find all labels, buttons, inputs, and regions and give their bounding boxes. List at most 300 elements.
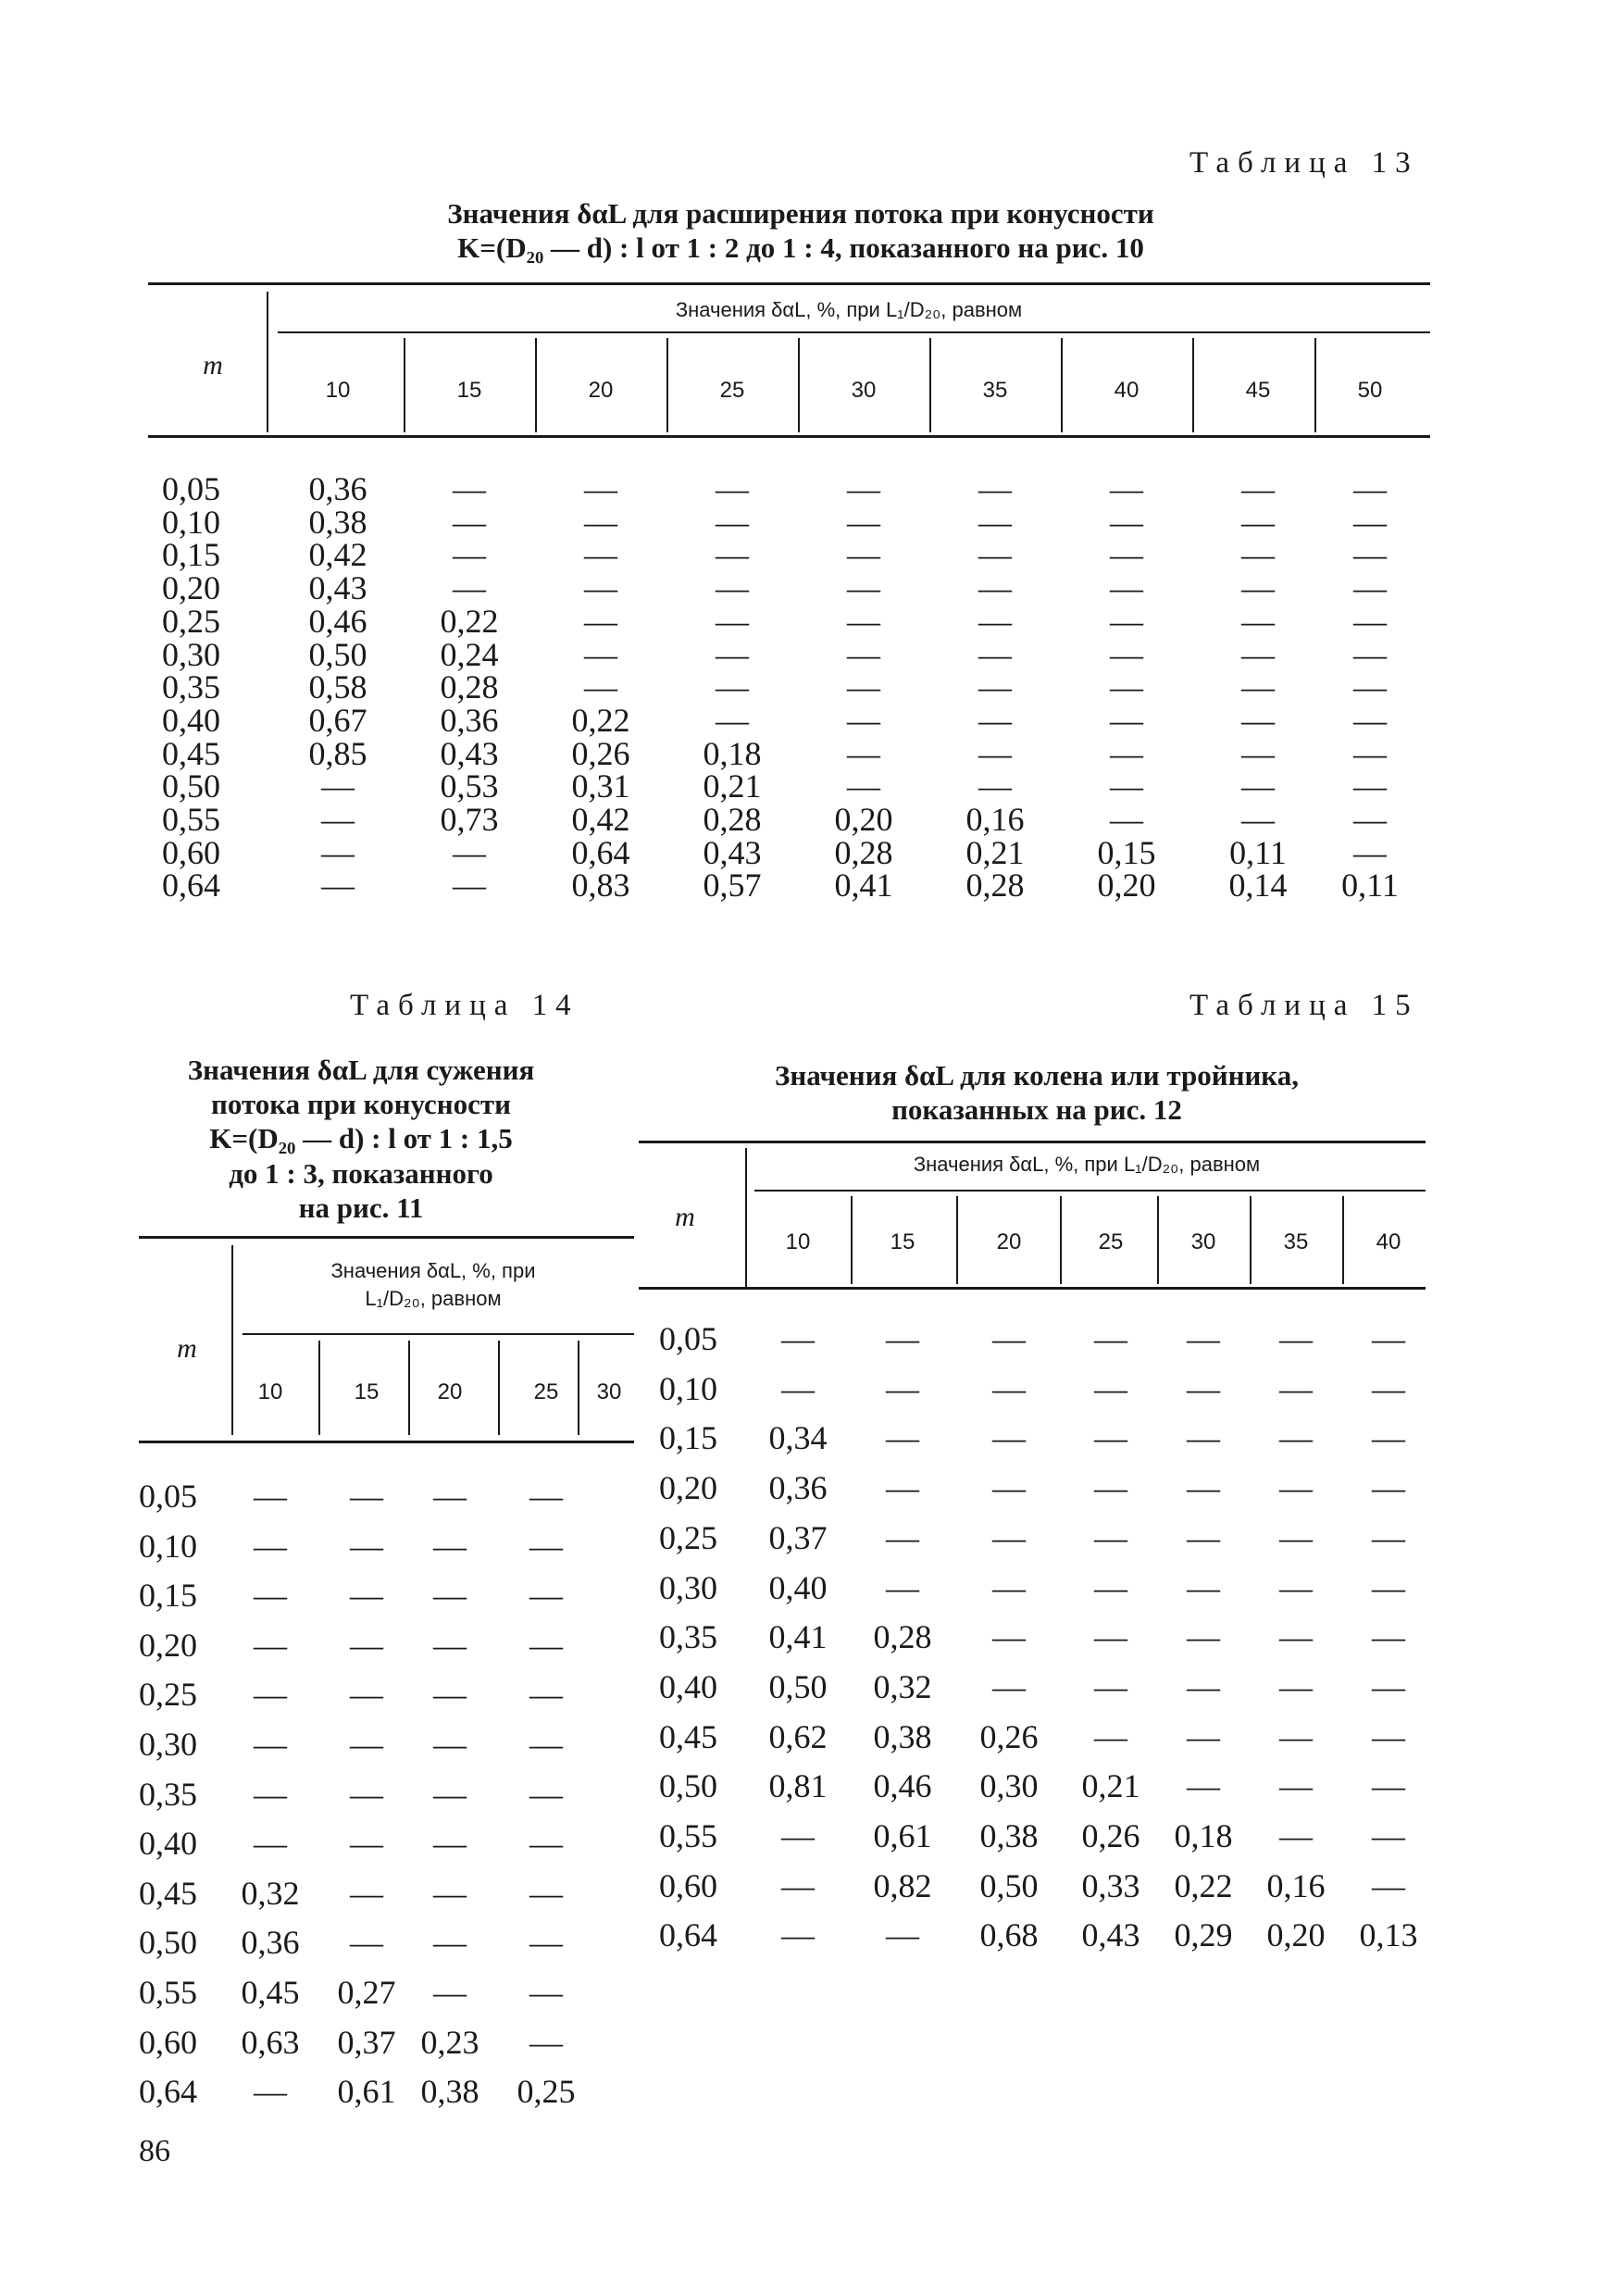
table14-m-value: 0,40 [139,1825,197,1863]
table14-group-header-line2: L₁/D₂₀, равном [365,1286,502,1310]
table13-mcol-divider [267,292,268,432]
table15-cell: — [1279,1618,1313,1656]
table13-cell: 0,42 [308,536,367,574]
table13-cell: — [584,668,617,706]
table13-cell: — [1241,602,1275,640]
table13-cell: — [847,668,880,706]
table15-cell: — [1279,1817,1313,1854]
table15-cell: — [781,1369,815,1407]
table13-col-divider [535,338,537,432]
table13-cell: — [716,635,749,673]
table13-cell: — [1110,635,1143,673]
table15-m-value: 0,10 [659,1369,717,1407]
table13-col-divider [666,338,668,432]
table15-cell: — [886,1916,919,1954]
table14-label: Таблица 14 [350,989,579,1022]
table15-m-value: 0,50 [659,1767,717,1805]
table15-bottom-header-rule [639,1287,1426,1290]
table13-cell: — [453,470,486,507]
table13-cell: — [1241,470,1275,507]
table13-cell: 0,28 [440,668,499,706]
table13-cell: 0,28 [703,801,762,838]
table13-cell: — [716,701,749,739]
table13-cell: 0,16 [965,801,1025,838]
table14-cell: — [350,1626,383,1664]
table15-cell: 0,18 [1174,1817,1233,1854]
table14-cell: — [350,1726,383,1763]
table15-cell: — [992,1469,1026,1507]
table14-cell: — [529,1577,563,1615]
table15-cell: — [781,1916,815,1954]
table13-m-value: 0,20 [162,569,220,607]
table15-col-header-15: 15 [890,1229,915,1254]
table15-cell: — [1094,1717,1127,1755]
table13-cell: — [1110,503,1143,541]
table14-cell: — [254,1825,287,1863]
table15-cell: — [1094,1618,1127,1656]
table15-cell: 0,50 [768,1667,828,1705]
table14-cell: — [350,1924,383,1962]
table14-col-divider [498,1341,500,1435]
table14-cell: 0,45 [241,1974,300,2011]
table13-cell: — [978,635,1012,673]
table15-m-value: 0,45 [659,1717,717,1755]
table14-m-value: 0,30 [139,1726,197,1763]
table13-cell: — [1353,503,1387,541]
table13-col-divider [1192,338,1194,432]
table13-cell: — [978,701,1012,739]
table13-cell: — [453,569,486,607]
table15-cell: — [1094,1568,1127,1606]
table13-cell: 0,18 [703,734,762,772]
table15-m-value: 0,20 [659,1469,717,1507]
table13-m-value: 0,55 [162,801,220,838]
table15-m-value: 0,05 [659,1320,717,1357]
table13-cell: 0,67 [308,701,367,739]
table14-cell: — [350,1478,383,1515]
table13-col-divider [798,338,800,432]
table15-cell: 0,34 [768,1419,828,1457]
table13-cell: 0,24 [440,635,499,673]
table13-cell: — [1241,668,1275,706]
table13-col-header-20: 20 [588,378,614,403]
table14-m-value: 0,64 [139,2073,197,2111]
table14-group-header-line1: Значения δαL, %, при [330,1259,536,1282]
table13-cell: 0,58 [308,668,367,706]
table14-m-value: 0,50 [139,1924,197,1962]
table13-cell: 0,43 [308,569,367,607]
table13-header-rule [278,331,1430,333]
table13-m-value: 0,35 [162,668,220,706]
table15-cell: — [1372,1419,1405,1457]
table14-cell: — [254,1775,287,1813]
table13-m-value: 0,60 [162,833,220,871]
table15-cell: — [886,1419,919,1457]
table14-caption-line2: потока при конусности [211,1088,511,1121]
table14-m-value: 0,55 [139,1974,197,2011]
table14-caption-line5: на рис. 11 [298,1191,424,1224]
table13-cell: — [321,801,355,838]
table13-cell: — [453,536,486,574]
table15-col-divider [851,1196,853,1284]
table13-cell: — [321,867,355,905]
table13-cell: 0,21 [965,833,1025,871]
table13-cell: — [978,668,1012,706]
table14-m-value: 0,45 [139,1874,197,1912]
table15-cell: 0,82 [873,1866,932,1904]
table13-col-header-30: 30 [851,378,877,403]
table13-cell: — [1353,470,1387,507]
table14-cell: — [254,1577,287,1615]
table13-m-value: 0,30 [162,635,220,673]
table13-m-value: 0,40 [162,701,220,739]
table14-cell: — [433,1825,467,1863]
table14-m-value: 0,15 [139,1577,197,1615]
table15-col-divider [1342,1196,1344,1284]
table15-cell: — [1372,1369,1405,1407]
table15-label: Таблица 15 [1189,989,1419,1022]
table14-cell: — [529,1527,563,1565]
table14-col-divider [318,1341,320,1435]
table14-cell: — [529,1676,563,1714]
table13-cell: — [1353,602,1387,640]
table14-cell: — [529,1924,563,1962]
table13-col-header-40: 40 [1114,378,1140,403]
table15-cell: 0,68 [979,1916,1039,1954]
table15-cell: — [1187,1717,1220,1755]
table13-cell: — [584,536,617,574]
table15-m-value: 0,55 [659,1817,717,1854]
table15-cell: — [1187,1419,1220,1457]
table15-cell: 0,33 [1081,1866,1140,1904]
table14-cell: — [350,1577,383,1615]
table15-cell: — [1279,1568,1313,1606]
table15-cell: — [1279,1518,1313,1556]
table13-cell: — [1110,536,1143,574]
table15-cell: — [1094,1667,1127,1705]
table14-cell: — [350,1527,383,1565]
table13-cell: 0,26 [571,734,630,772]
table15-cell: — [886,1518,919,1556]
table13-cell: — [978,767,1012,805]
table15-cell: — [1094,1369,1127,1407]
table15-cell: 0,32 [873,1667,932,1705]
table13-cell: 0,50 [308,635,367,673]
table15-col-divider [1157,1196,1159,1284]
table13-cell: — [321,767,355,805]
table14-cell: 0,32 [241,1874,300,1912]
table13-cell: — [453,833,486,871]
table13-cell: 0,31 [571,767,630,805]
table15-cell: — [1372,1518,1405,1556]
table14-cell: 0,25 [517,2073,576,2111]
table14-cell: — [529,1825,563,1863]
table14-cell: — [433,1874,467,1912]
table13-m-value: 0,50 [162,767,220,805]
table13-cell: 0,43 [703,833,762,871]
table13-cell: — [1110,734,1143,772]
table13-m-value: 0,10 [162,503,220,541]
table15-cell: — [781,1817,815,1854]
table13-cell: — [453,503,486,541]
table14-cell: 0,27 [337,1974,396,2011]
table13-cell: — [847,569,880,607]
table15-cell: — [1372,1717,1405,1755]
table15-cell: — [992,1320,1026,1357]
table13-cell: — [1110,668,1143,706]
table15-cell: 0,38 [873,1717,932,1755]
table15-cell: — [1279,1469,1313,1507]
table15-col-header-10: 10 [785,1229,811,1254]
table13-caption-line2: K=(D₂₀ — d) : l от 1 : 2 до 1 : 4, показанного на рис. 10 [457,231,1144,265]
table13-cell: — [1353,801,1387,838]
table14-cell: — [350,1874,383,1912]
table13-col-divider [1314,338,1316,432]
table13-cell: — [978,602,1012,640]
table15-m-value: 0,30 [659,1568,717,1606]
table15-cell: 0,62 [768,1717,828,1755]
table13-cell: 0,11 [1341,867,1399,905]
table13-cell: — [1241,536,1275,574]
table14-cell: — [254,1626,287,1664]
table14-m-value: 0,35 [139,1775,197,1813]
table15-cell: — [992,1618,1026,1656]
table14-cell: 0,61 [337,2073,396,2111]
table13-cell: — [716,536,749,574]
table15-cell: 0,29 [1174,1916,1233,1954]
table13-cell: 0,38 [308,503,367,541]
table14-cell: — [350,1676,383,1714]
table15-cell: 0,37 [768,1518,828,1556]
table14-cell: — [350,1825,383,1863]
table15-cell: — [992,1518,1026,1556]
table15-cell: — [1187,1369,1220,1407]
table15-cell: — [992,1568,1026,1606]
table13-cell: — [716,602,749,640]
table14-col-header-10: 10 [257,1379,283,1404]
table13-cell: — [847,602,880,640]
table15-cell: — [886,1568,919,1606]
table14-col-divider [408,1341,410,1435]
table15-header-rule [754,1190,1426,1192]
table14-cell: — [433,1527,467,1565]
table15-cell: — [1279,1767,1313,1805]
table14-caption-line1: Значения δαL для сужения [187,1054,535,1086]
table14-m-value: 0,25 [139,1676,197,1714]
table13-cell: — [1110,801,1143,838]
table14-cell: — [433,1974,467,2011]
table13-bottom-header-rule [148,435,1430,438]
table13-cell: 0,20 [834,801,893,838]
table15-cell: — [1372,1667,1405,1705]
table15-col-divider [956,1196,958,1284]
table13-cell: 0,28 [834,833,893,871]
table13-m-value: 0,15 [162,536,220,574]
table15-m-value: 0,60 [659,1866,717,1904]
table13-cell: — [1353,734,1387,772]
table13-cell: — [716,503,749,541]
table15-cell: — [781,1866,815,1904]
table13-col-header-50: 50 [1357,378,1383,403]
table15-cell: — [886,1320,919,1357]
table13-cell: 0,64 [571,833,630,871]
table13-m-value: 0,45 [162,734,220,772]
table15-m-value: 0,64 [659,1916,717,1954]
table14-col-divider [578,1341,579,1435]
table13-cell: — [1353,635,1387,673]
table13-cell: — [1241,569,1275,607]
table15-cell: — [1187,1320,1220,1357]
table14-caption [139,1053,583,1225]
table13-col-header-15: 15 [456,378,482,403]
table13-col-header-25: 25 [719,378,745,403]
table15-col-header-40: 40 [1376,1229,1401,1254]
table13-m-value: 0,25 [162,602,220,640]
table15-cell: — [1187,1518,1220,1556]
table14-caption-line3: K=(D₂₀ — d) : l от 1 : 1,5 [209,1122,513,1155]
table14-header-rule [243,1333,634,1335]
table14-bottom-header-rule [139,1441,634,1443]
table15-col-header-30: 30 [1190,1229,1216,1254]
table14-cell: 0,23 [420,2023,479,2061]
table14-cell: — [529,1726,563,1763]
table13-cell: — [716,569,749,607]
table13-cell: — [847,701,880,739]
table13-group-header: Значения δαL, %, при L₁/D₂₀, равном [675,298,1023,321]
table15-cell: — [886,1369,919,1407]
table15-cell: 0,81 [768,1767,828,1805]
table15-m-value: 0,35 [659,1618,717,1656]
table14-cell: — [433,1676,467,1714]
table14-cell: 0,37 [337,2023,396,2061]
table15-cell: 0,28 [873,1618,932,1656]
table15-cell: — [1372,1618,1405,1656]
table13-label: Таблица 13 [1189,146,1419,180]
table13-cell: — [1241,767,1275,805]
table15-cell: — [1279,1369,1313,1407]
table15-cell: 0,61 [873,1817,932,1854]
table14-col-header-30: 30 [596,1379,622,1404]
table14-cell: 0,63 [241,2023,300,2061]
table15-m-header: m [675,1202,695,1232]
table13-cell: — [1353,569,1387,607]
table13-cell: — [1110,767,1143,805]
table15-cell: 0,41 [768,1618,828,1656]
table13-cell: — [1353,668,1387,706]
table15-cell: — [1094,1518,1127,1556]
table15-col-divider [1250,1196,1252,1284]
table14-col-header-25: 25 [533,1379,559,1404]
table13-cell: — [978,569,1012,607]
table13-cell: — [978,503,1012,541]
table14-cell: — [254,1676,287,1714]
table13-cell: — [1241,503,1275,541]
table15-cell: — [1187,1469,1220,1507]
table13-cell: 0,36 [440,701,499,739]
table15-cell: — [1279,1419,1313,1457]
table13-cell: — [1353,767,1387,805]
table13-col-divider [1061,338,1063,432]
table13-cell: — [584,503,617,541]
table13-cell: — [1110,701,1143,739]
table13-cell: — [1353,701,1387,739]
table15-caption [639,1058,1435,1127]
table13-cell: — [1241,701,1275,739]
table15-col-header-35: 35 [1283,1229,1309,1254]
table15-cell: — [1372,1568,1405,1606]
table13-cell: 0,22 [571,701,630,739]
page-number: 86 [139,2134,170,2168]
table13-col-header-10: 10 [325,378,351,403]
table14-cell: — [433,1775,467,1813]
table15-cell: 0,22 [1174,1866,1233,1904]
table14-cell: 0,36 [241,1924,300,1962]
table14-cell: — [529,1874,563,1912]
table14-cell: — [433,1626,467,1664]
table14-cell: — [529,1974,563,2011]
table13-cell: 0,83 [571,867,630,905]
table13-cell: 0,28 [965,867,1025,905]
table13-cell: — [584,635,617,673]
table13-cell: — [1110,569,1143,607]
table13-cell: 0,57 [703,867,762,905]
table14-cell: 0,38 [420,2073,479,2111]
table15-col-divider [1060,1196,1062,1284]
table15-cell: — [1372,1767,1405,1805]
table14-cell: — [529,1478,563,1515]
table15-cell: — [992,1419,1026,1457]
table14-cell: — [529,1626,563,1664]
table13-cell: — [1241,801,1275,838]
table15-cell: 0,21 [1081,1767,1140,1805]
table15-cell: — [1372,1817,1405,1854]
table13-cell: — [1241,635,1275,673]
table13-cell: — [453,867,486,905]
table13-cell: — [847,536,880,574]
table14-col-header-15: 15 [354,1379,380,1404]
table15-cell: — [781,1320,815,1357]
table14-top-rule [139,1236,634,1239]
table15-cell: — [886,1469,919,1507]
table14-caption-line4: до 1 : 3, показанного [229,1156,493,1190]
table13-cell: 0,42 [571,801,630,838]
table15-cell: — [1279,1667,1313,1705]
table14-m-value: 0,60 [139,2023,197,2061]
table14-cell: — [350,1775,383,1813]
table13-cell: 0,85 [308,734,367,772]
table15-cell: 0,13 [1359,1916,1418,1954]
table13-cell: — [1110,470,1143,507]
table13-cell: — [847,734,880,772]
table13-cell: — [847,503,880,541]
table14-cell: — [433,1726,467,1763]
table14-cell: — [433,1577,467,1615]
table13-cell: 0,11 [1229,833,1287,871]
table13-cell: — [584,470,617,507]
table14-mcol-divider [231,1245,233,1435]
table13-m-value: 0,05 [162,470,220,507]
table13-caption [185,196,1416,265]
table15-cell: — [1187,1568,1220,1606]
table13-cell: 0,43 [440,734,499,772]
table15-cell: — [992,1667,1026,1705]
table14-cell: — [254,2073,287,2111]
table13-top-rule [148,282,1430,285]
table14-cell: — [254,1478,287,1515]
table13-cell: — [978,734,1012,772]
table15-cell: — [1372,1320,1405,1357]
table13-m-header: m [203,350,223,381]
